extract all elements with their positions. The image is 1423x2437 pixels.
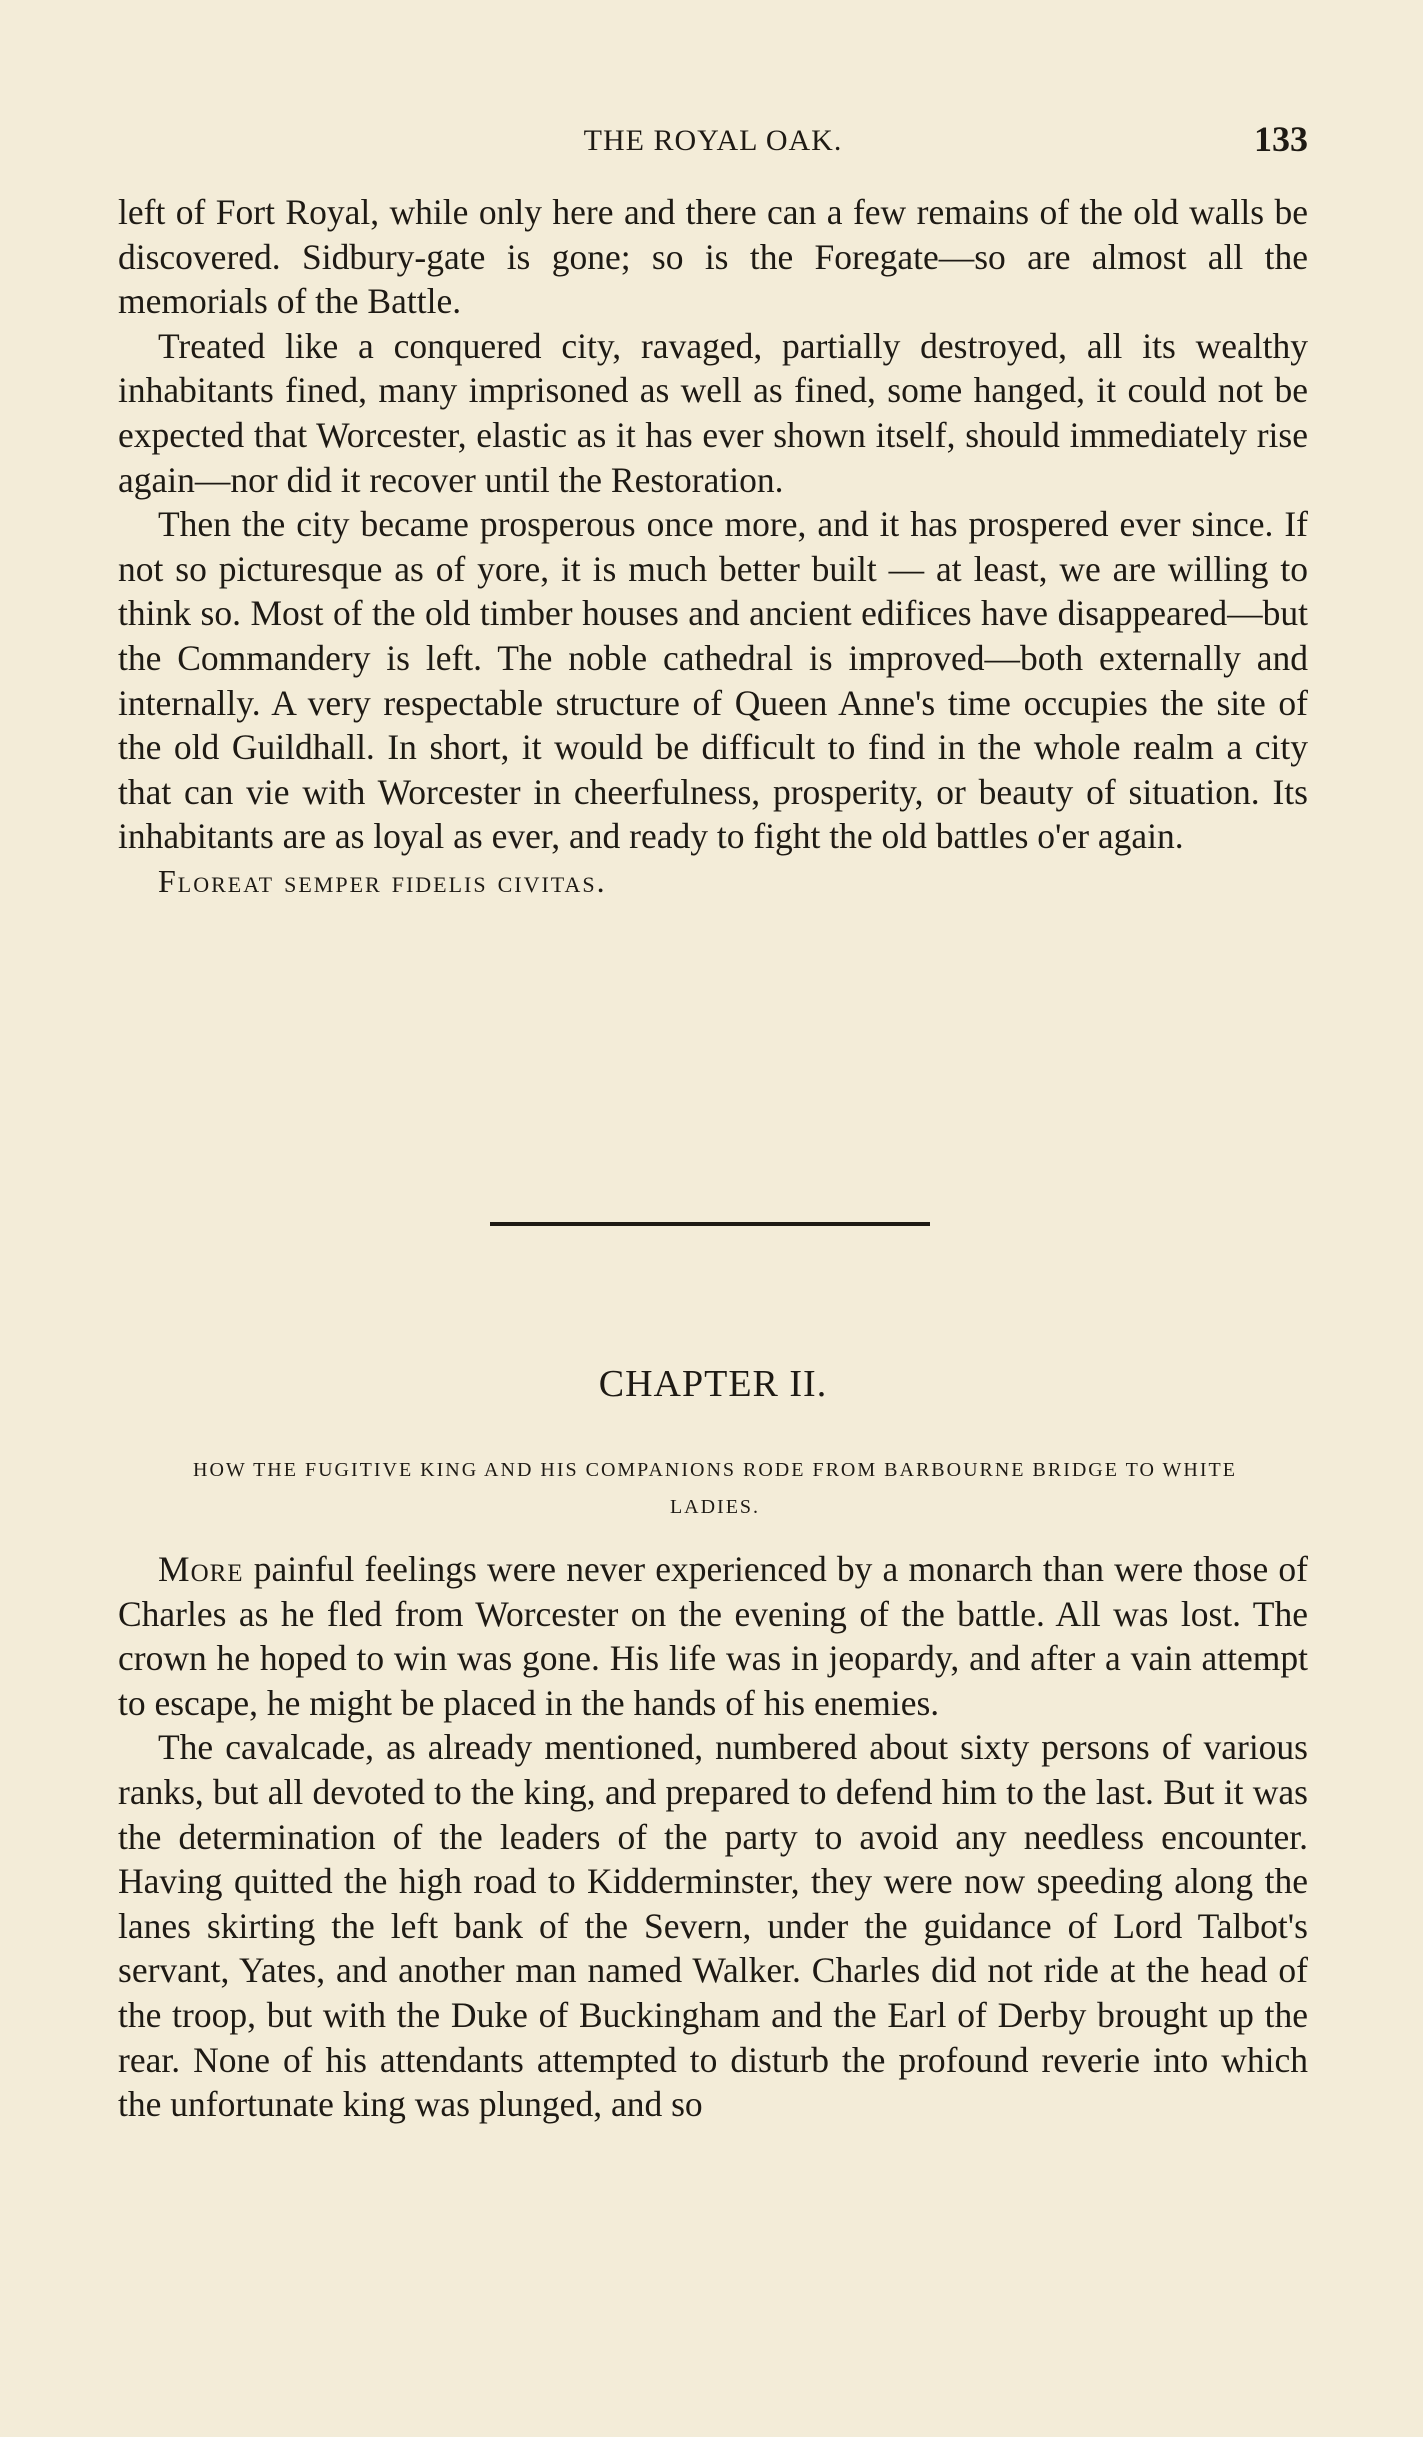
chapter-subtitle: HOW THE FUGITIVE KING AND HIS COMPANIONS RODE FROM BARBOURNE BRIDGE TO WHITE LADIES. (193, 1459, 1237, 1518)
chapter-title: CHAPTER II. (598, 1363, 828, 1405)
chapter-one-ending (118, 190, 1308, 904)
paragraph: Treated like a conquered city, ravaged, partially destroyed, all its wealthy inhabitants fined, many imprisoned as well as fined, some hanged, it could not be expected that Worcester, elastic as it has ever shown itself, should immediately rise again—nor did it recover until the Restoration. (118, 325, 1308, 500)
paragraph-text: painful feelings were never experienced by a monarch than were those of Charles as he fled from Worcester on the evening of the battle. All was lost. The crown he hoped to win was gone. His life was in jeopardy, and after a vain attempt to escape, he might be placed in the hands of his enemies. (118, 1549, 1309, 1723)
paragraph: left of Fort Royal, while only here and there can a few remains of the old walls be discovered. Sidbury-gate is gone; so is the Foregate—so are almost all the memorials of the Battle. (118, 192, 1308, 322)
latin-motto: Floreat semper fidelis civitas. (158, 862, 607, 899)
opening-word: More (158, 1549, 244, 1589)
section-divider (490, 1222, 930, 1226)
paragraph: The cavalcade, as already mentioned, numbered about sixty persons of various ranks, but all devoted to the king, and prepared to defend him to the last. But it was the determination of the leaders of the party to avoid any needless encounter. Having quitted the high road to Kidderminster, they were now speeding along the lanes skirting the left bank of the Severn, under the guidance of Lord Talbot's servant, Yates, and another man named Walker. Charles did not ride at the head of the troop, but with the Duke of Buckingham and the Earl of Derby brought up the rear. None of his attendants attempted to disturb the profound reverie into which the unfortunate king was plunged, and so (118, 1727, 1308, 2125)
paragraph: Then the city became prosperous once more, and it has prospered ever since. If not so picturesque as of yore, it is much better built — at least, we are willing to think so. Most of the old timber houses and ancient edifices have disappeared—but the Commandery is left. The noble cathedral is improved—both externally and internally. A very respectable structure of Queen Anne's time occupies the site of the old Guildhall. In short, it would be difficult to find in the whole realm a city that can vie with Worcester in cheerfulness, prosperity, or beauty of situation. Its inhabitants are as loyal as ever, and ready to fight the old battles o'er again. (118, 504, 1308, 857)
page-number: 133 (1254, 119, 1308, 159)
paragraph (118, 1547, 1308, 1725)
running-title: THE ROYAL OAK. (583, 124, 843, 157)
page-header (118, 118, 1308, 168)
chapter-two-body (118, 1547, 1308, 2127)
